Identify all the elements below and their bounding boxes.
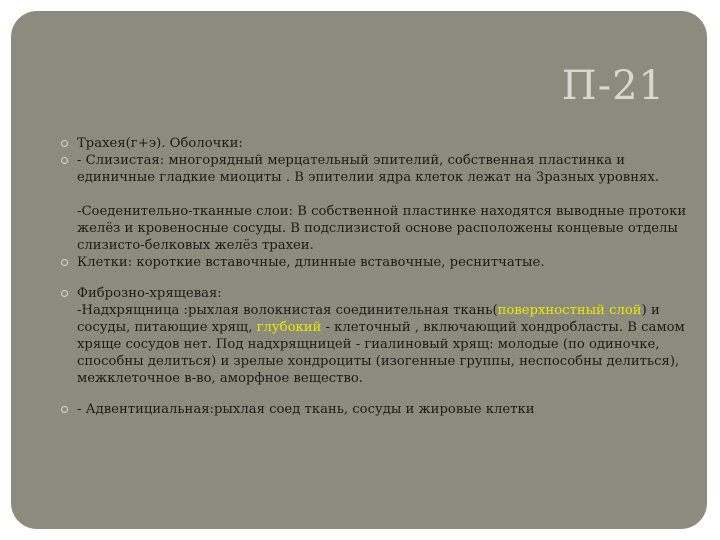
highlight-deep-layer: глубокий [256, 320, 322, 335]
connective-layers-paragraph [61, 203, 691, 254]
bullet-marker-icon [61, 157, 68, 164]
perichondrium-text-part3: - клеточный , включающий хондробласты. В самом хряще сосудов нет. Под надхрящницей - гиалиновый хрящ: молодые (по одиночке, способны делиться) и зрелые хондроциты (изогенные группы, неспособны делиться), межклеточное в-во, аморфное вещество. [77, 320, 685, 386]
bullet-marker-icon [61, 406, 68, 413]
mucosa-text: - Слизистая: многорядный мерцательный эпителий, собственная пластинка и единичные гладкие миоциты . В эпителии ядра клеток лежат на 3разных уровнях. [77, 153, 659, 185]
slide [11, 11, 707, 529]
bullet-cells [61, 254, 691, 271]
bullet-marker-icon [61, 290, 68, 297]
slide-title: П-21 [561, 63, 665, 109]
connective-layers-text: -Соеденительно-тканные слои: В собственной пластинке находятся выводные протоки желёз и кровеносные сосуды. В подслизистой основе расположены концевые отделы слизисто-белковых желёз трахеи. [77, 204, 687, 253]
trachea-heading-text: Трахея(г+э). Оболочки: [77, 136, 243, 151]
slide-body [61, 135, 691, 418]
highlight-superficial-layer: поверхностный слой [497, 303, 642, 318]
bullet-marker-icon [61, 140, 68, 147]
bullet-trachea-heading [61, 135, 691, 152]
bullet-mucosa [61, 152, 691, 186]
perichondrium-text-part2: ) и сосуды, питающие хрящ, [77, 303, 660, 335]
fibrocartilage-heading-text: Фиброзно-хрящевая: [77, 286, 222, 301]
adventitia-text: - Адвентициальная:рыхлая соед ткань, сосуды и жировые клетки [77, 402, 535, 417]
cells-text: Клетки: короткие вставочные, длинные вставочные, реснитчатые. [77, 255, 545, 270]
bullet-adventitia [61, 401, 691, 418]
perichondrium-text-part1: -Надхрящница :рыхлая волокнистая соединительная ткань( [77, 303, 498, 318]
bullet-fibrocartilage [61, 285, 691, 387]
bullet-marker-icon [61, 259, 68, 266]
